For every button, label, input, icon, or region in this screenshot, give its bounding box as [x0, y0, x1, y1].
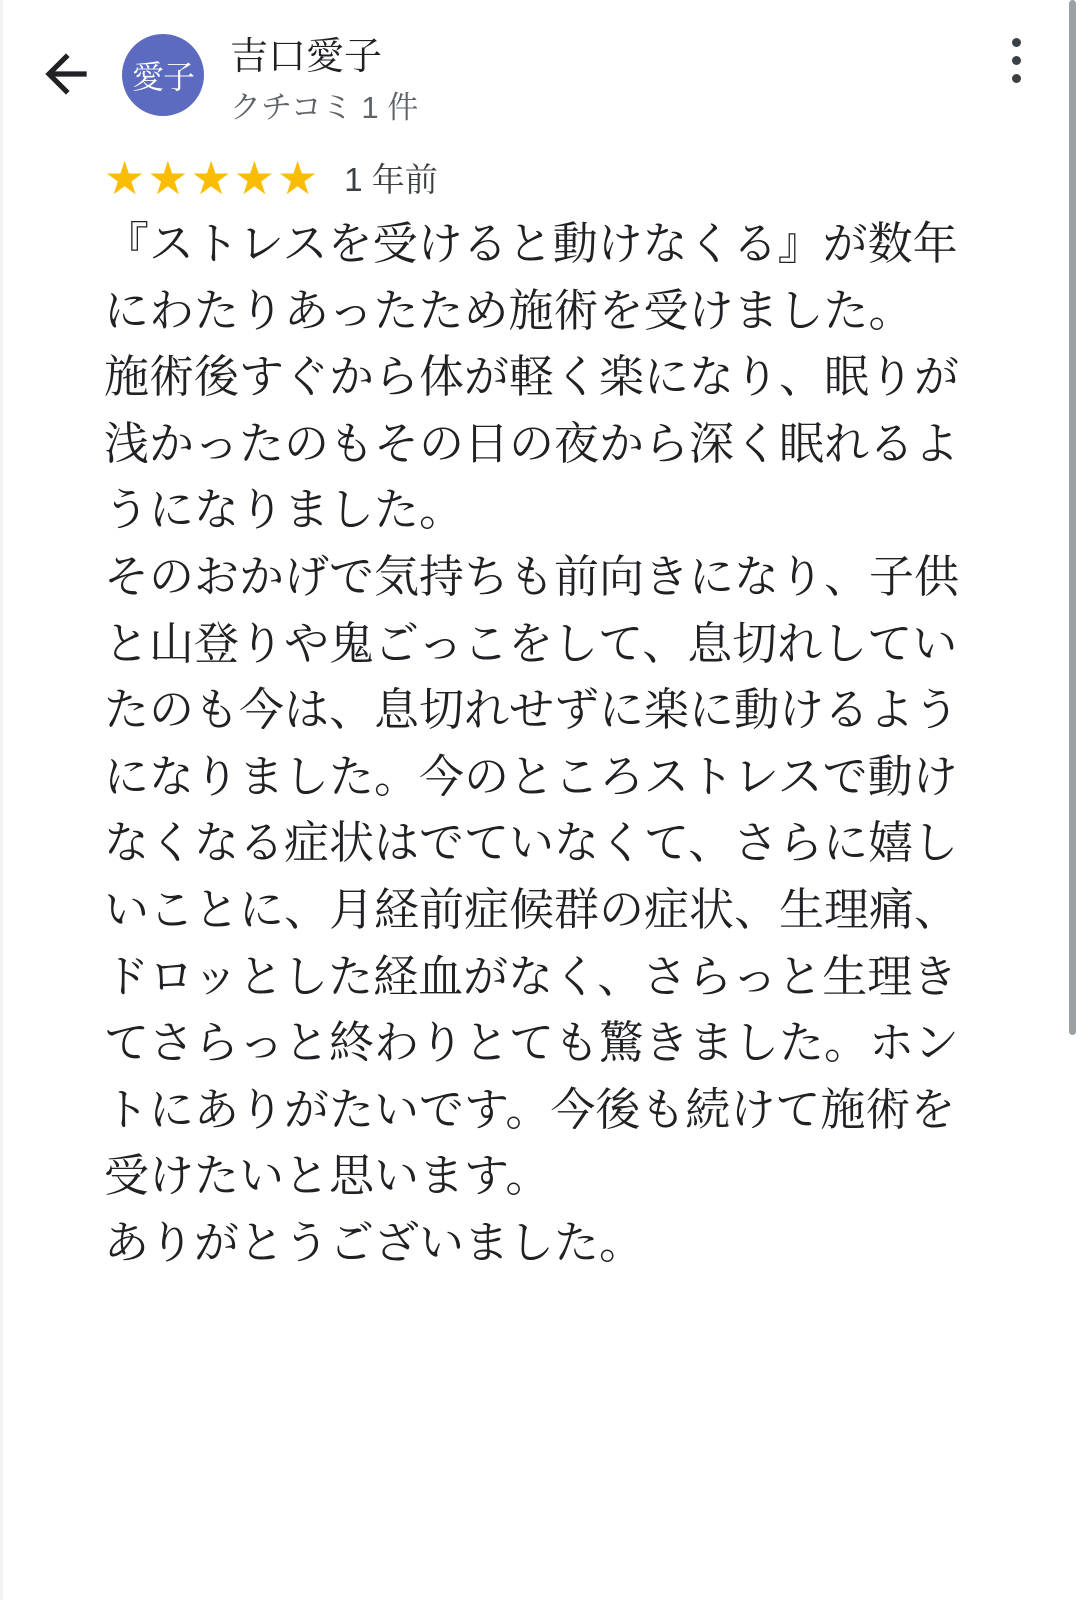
rating-row [0, 140, 1080, 204]
avatar[interactable] [122, 34, 204, 116]
review-age-label: 1 年前 [344, 161, 438, 198]
arrow-left-icon [35, 43, 97, 105]
overflow-menu-button[interactable] [976, 38, 1056, 122]
review-paragraph: 施術後すぐから体が軽く楽になり、眠りが浅かったのもその日の夜から深く眠れるようになりました。 [104, 351, 960, 536]
review-paragraph: ありがとうございました。 [104, 1216, 645, 1268]
scrollbar[interactable] [1066, 0, 1080, 1600]
star-rating-icon: ★★★★★ [104, 151, 321, 204]
scrollbar-thumb[interactable] [1069, 0, 1076, 1035]
reviewer-identity[interactable] [230, 36, 976, 125]
reviewer-review-count: クチコミ 1 件 [230, 89, 419, 125]
back-button[interactable] [24, 32, 108, 116]
review-paragraph: 『ストレスを受けると動けなくる』が数年にわたりあったため施術を受けました。 [104, 218, 958, 336]
left-edge-divider [0, 0, 3, 1600]
page-title: 吉口愛子 [230, 36, 383, 78]
review-paragraph: そのおかげで気持ちも前向きになり、子供と山登りや鬼ごっこをして、息切れしていたのも今は、息切れせずに楽に動けるようになりました。今のところストレスで動けなくなる症状はでていなくて、さらに嬉しいことに、月経前症候群の症状、生理痛、ドロッとした経血がなく、さらっと生理きてさらっと終わりとても驚きました。ホントにありがたいです。今後も続けて施術を受けたいと思います。 [104, 550, 960, 1202]
overflow-menu-icon [1012, 38, 1021, 83]
app-bar [0, 0, 1080, 140]
review-text [0, 201, 1080, 1277]
avatar-initials: 愛子 [131, 59, 194, 95]
